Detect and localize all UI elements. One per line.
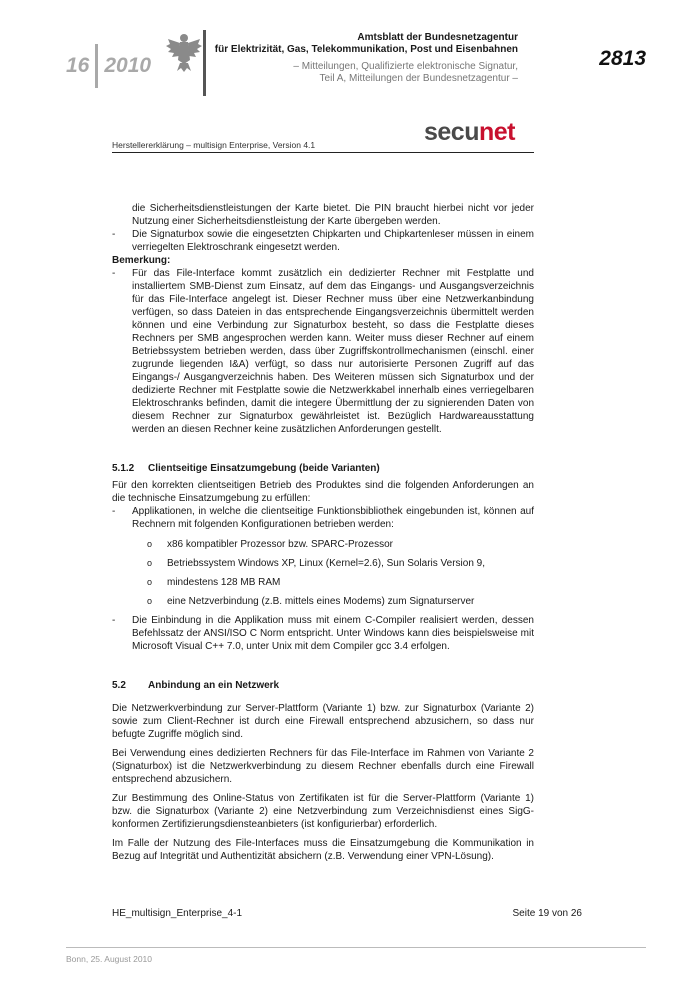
issue-divider — [95, 44, 98, 88]
federal-eagle-icon — [165, 30, 203, 74]
gazette-subtitle-2: Teil A, Mitteilungen der Bundesnetzagentur – — [319, 73, 518, 84]
sub-list-item — [112, 554, 534, 573]
circle-bullet-icon: o — [147, 539, 153, 549]
logo-part-2: net — [478, 118, 515, 146]
sec512-bullet-2: Die Einbindung in die Applikation muss mit einem C-Compiler realisiert werden, dessen Befehlssatz der ANSI/ISO C Norm entspricht. Unter Windows kann dies beispielsweise mit Microsoft Visual C++ 7.0, unter Unix mit dem Compiler gcc 3.4 erfolgen. — [132, 615, 534, 652]
logo-part-1: secu — [424, 118, 479, 146]
list-item — [112, 505, 534, 531]
doc-header-title: Herstellererklärung – multisign Enterprise, Version 4.1 — [112, 140, 316, 150]
section-title: Clientseitige Einsatzumgebung (beide Varianten) — [148, 463, 380, 474]
sub-item-text: eine Netzverbindung (z.B. mittels eines Modems) zum Signaturserver — [167, 596, 475, 607]
bullet-dash: - — [112, 229, 116, 240]
circle-bullet-icon: o — [147, 577, 153, 587]
header-vertical-rule — [203, 30, 206, 96]
section-number: 5.2 — [112, 680, 126, 691]
gazette-title-block — [210, 32, 518, 85]
sec52-paragraph-4: Im Falle der Nutzung des File-Interfaces muss die Einsatzumgebung die Kommunikation in Bezug auf Integrität und Authentizität absichern (z.B. Verwendung einer VPN-Lösung). — [112, 838, 534, 862]
circle-bullet-icon: o — [147, 558, 153, 568]
bemerkung-label: Bemerkung: — [112, 255, 171, 266]
gazette-subtitle-1: – Mitteilungen, Qualifizierte elektronische Signatur, — [293, 61, 518, 72]
section-number: 5.1.2 — [112, 463, 135, 474]
sec512-intro: Für den korrekten clientseitigen Betrieb des Produktes sind die folgenden Anforderungen an die technische Einsatzumgebung zu erfüllen: — [112, 480, 534, 504]
doc-footer — [112, 908, 582, 919]
sec52-paragraph-3: Zur Bestimmung des Online-Status von Zertifikaten ist für die Server-Plattform (Variante 1) bzw. die Signaturbox (Variante 2) eine Netzverbindung zum Verzeichnisdienst eines SigG-konformen Zertifizierungsdiensteanbieters (ist konfigurierbar) erforderlich. — [112, 793, 534, 830]
issue-number — [66, 44, 151, 88]
bullet-dash: - — [112, 615, 116, 626]
circle-bullet-icon: o — [147, 596, 153, 606]
list-item — [112, 267, 534, 436]
doc-filename: HE_multisign_Enterprise_4-1 — [112, 908, 243, 919]
sub-list-item — [112, 592, 534, 611]
page-footer-rule — [66, 947, 646, 948]
sub-list-item — [112, 573, 534, 592]
sub-list — [112, 535, 534, 611]
doc-page-indicator: Seite 19 von 26 — [512, 908, 582, 919]
issue-no: 16 — [66, 54, 90, 77]
page-number: 2813 — [599, 47, 646, 70]
header-rule — [112, 152, 534, 153]
sec52-paragraph-2: Bei Verwendung eines dedizierten Rechners für das File-Interface im Rahmen von Variante 2 (Signaturbox) ist die Netzwerkverbindung zu diesem Rechner ebenfalls durch eine Firewall entsprechend abzusichern. — [112, 748, 534, 785]
page-content — [112, 202, 534, 863]
gazette-title-1: Amtsblatt der Bundesnetzagentur — [357, 32, 518, 43]
sub-item-text: Betriebssystem Windows XP, Linux (Kernel=2.6), Sun Solaris Version 9, — [167, 558, 486, 569]
sec512-bullet-1: Applikationen, in welche die clientseitige Funktionsbibliothek eingebunden ist, können auf Rechnern mit folgenden Konfigurationen betrieben werden: — [132, 506, 534, 530]
list-item — [112, 614, 534, 653]
publication-date: Bonn, 25. August 2010 — [66, 954, 153, 964]
list-item — [112, 228, 534, 254]
bemerkung-text: Für das File-Interface kommt zusätzlich ein dedizierter Rechner mit Festplatte und installiertem SMB-Dienst zum Einsatz, auf dem das Eingangs- und Ausgangsverzeichnis für das File-Interface angelegt ist. Dieser Rechner muss über eine Netzwerkanbindung verfügen, so dass Dateien in das entsprechende Eingangsverzeichnis übermittelt werden können und eine Verbindung zur Signaturbox besteht, so dass die Festplatte dieses Rechners per SMB angesprochen werden kann. Weiter muss dieser Rechner auf einem Betriebssystem betrieben werden, dass über Zugriffskontrollmechanismen (einschl. einer zugrunde liegenden I&A) verfügt, so dass nur autorisierte Personen Zugriff auf das Eingangs-/ Ausgangverzeichnis haben. Des Weiteren müssen sich Signaturbox und der dedizierte Rechner mit Festplatte sowie die Netzwerkkabel innerhalb eines verriegelbaren Elektroschranks befinden, damit die integere Übermittlung der zu signierenden Daten von diesem Rechner zur Signaturbox gewährleistet ist. Bezüglich Hardwareausstattung werden an diesen Rechner keine zusätzlichen Anforderungen gestellt. — [132, 268, 534, 435]
continued-paragraph: die Sicherheitsdienstleistungen der Karte bietet. Die PIN braucht hierbei nicht vor jeder Nutzung einer Sicherheitsdienstleistung der Karte übergeben werden. — [132, 203, 534, 227]
issue-year: 2010 — [104, 54, 152, 77]
sub-list-item — [112, 535, 534, 554]
sec52-paragraph-1: Die Netzwerkverbindung zur Server-Plattform (Variante 1) bzw. zur Signaturbox (Variante 2) sowie zum Client-Rechner ist durch eine Firewall entsprechend abzusichern, so dass nur befugte Zugriffe möglich sind. — [112, 703, 534, 740]
sub-item-text: x86 kompatibler Prozessor bzw. SPARC-Prozessor — [167, 539, 394, 550]
sub-item-text: mindestens 128 MB RAM — [167, 577, 281, 588]
section-title: Anbindung an ein Netzwerk — [148, 680, 280, 691]
bullet-signaturbox: Die Signaturbox sowie die eingesetzten Chipkarten und Chipkartenleser müssen in einem verriegelten Elektroschrank eingesetzt werden. — [132, 229, 534, 253]
secunet-logo — [424, 118, 515, 147]
section-heading-5-1-2 — [112, 462, 534, 475]
bullet-dash: - — [112, 268, 116, 279]
section-heading-5-2 — [112, 679, 534, 692]
bullet-dash: - — [112, 506, 116, 517]
gazette-title-2: für Elektrizität, Gas, Telekommunikation, Post und Eisenbahnen — [214, 44, 518, 55]
